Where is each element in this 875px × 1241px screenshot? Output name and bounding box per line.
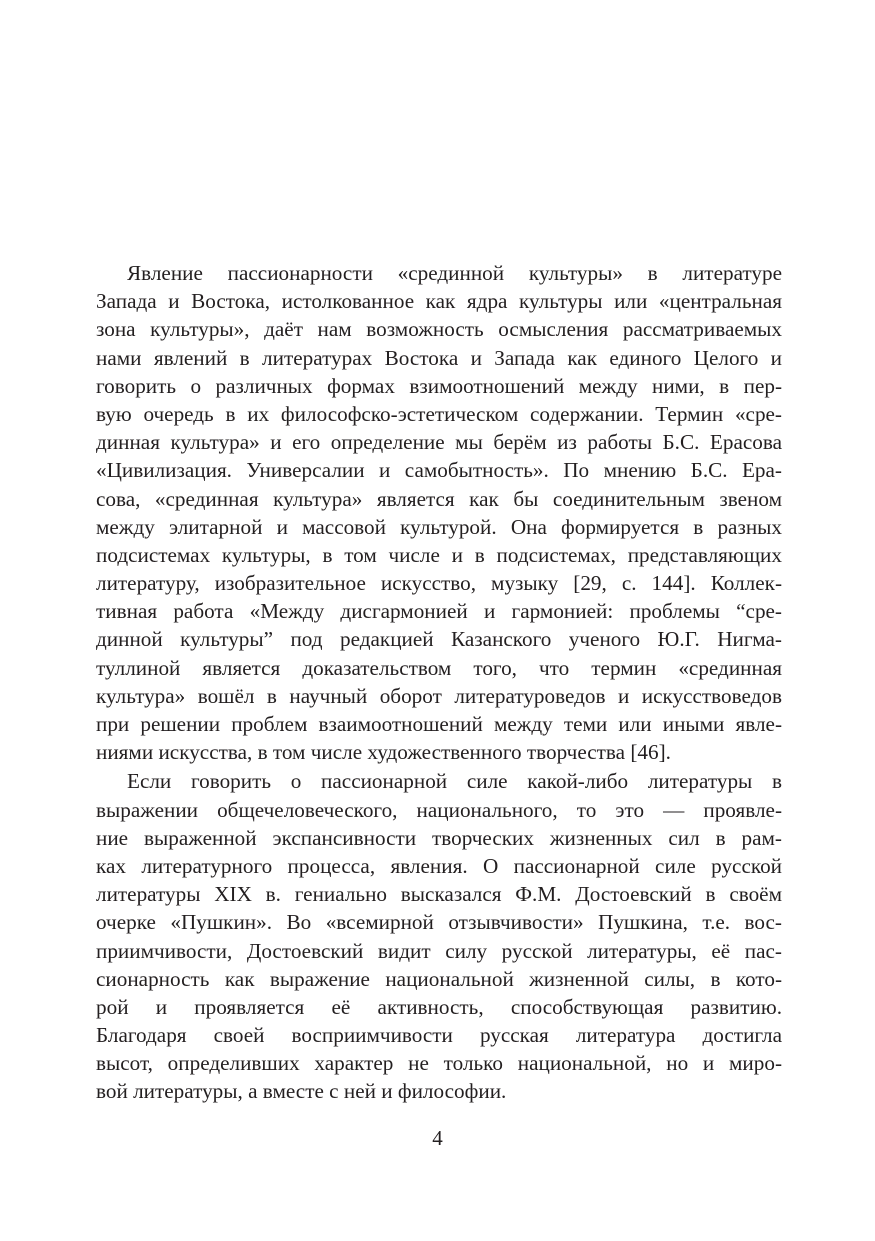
paragraph-line: динная культура» и его определение мы берём из работы Б.С. Ерасова bbox=[96, 430, 782, 455]
paragraph-line: ниями искусства, в том числе художественного творчества [46]. bbox=[96, 740, 671, 765]
paragraph-line: Благодаря своей восприимчивости русская литература достигла bbox=[96, 1023, 782, 1048]
paragraph-line: нами явлений в литературах Востока и Запада как единого Целого и bbox=[96, 345, 782, 370]
paragraph-line: Если говорить о пассионарной силе какой-либо литературы в bbox=[127, 769, 782, 794]
paragraph-2 bbox=[96, 767, 782, 1105]
paragraph-line: культура» вошёл в научный оборот литературоведов и искусствоведов bbox=[96, 683, 782, 708]
paragraph-line: сионарность как выражение национальной жизненной силы, в кото- bbox=[96, 966, 782, 991]
paragraph-line: при решении проблем взаимоотношений между теми или иными явле- bbox=[96, 712, 782, 736]
page-number: 4 bbox=[432, 1126, 443, 1150]
paragraph-line: Явление пассионарности «срединной культуры» в литературе bbox=[127, 261, 782, 285]
paragraph-line: между элитарной и массовой культурой. Она формируется в разных bbox=[96, 514, 782, 539]
paragraph-line: Запада и Востока, истолкованное как ядра культуры или «центральная bbox=[96, 289, 782, 314]
paragraph-line: говорить о различных формах взимоотношений между ними, в пер- bbox=[96, 373, 782, 398]
paragraph-line: подсистемах культуры, в том числе и в подсистемах, представляющих bbox=[96, 542, 782, 567]
paragraph-line: тивная работа «Между дисгармонией и гармонией: проблемы “сре- bbox=[96, 599, 782, 624]
paragraph-line: очерке «Пушкин». Во «всемирной отзывчивости» Пушкина, т.е. вос- bbox=[96, 910, 782, 935]
paragraph-1 bbox=[96, 259, 782, 766]
paragraph-line: динной культуры” под редакцией Казанского ученого Ю.Г. Нигма- bbox=[96, 627, 782, 652]
paragraph-line: рой и проявляется её активность, способствующая развитию. bbox=[96, 994, 782, 1019]
paragraph-line: «Цивилизация. Универсалии и самобытность». По мнению Б.С. Ера- bbox=[96, 458, 782, 483]
paragraph-line: вой литературы, а вместе с ней и философии. bbox=[96, 1079, 507, 1104]
paragraph-line: литературу, изобразительное искусство, музыку [29, с. 144]. Коллек- bbox=[96, 571, 782, 596]
paragraph-line: сова, «срединная культура» является как бы соединительным звеном bbox=[96, 486, 782, 511]
body-text bbox=[96, 259, 782, 1106]
paragraph-line: вую очередь в их философско-эстетическом содержании. Термин «сре- bbox=[96, 401, 782, 426]
paragraph-line: литературы XIX в. гениально высказался Ф.М. Достоевский в своём bbox=[96, 882, 782, 907]
paragraph-line: туллиной является доказательством того, что термин «срединная bbox=[96, 655, 782, 680]
paragraph-line: ках литературного процесса, явления. О пассионарной силе русской bbox=[96, 853, 782, 878]
paragraph-line: выражении общечеловеческого, национального, то это — проявле- bbox=[96, 797, 782, 822]
paragraph-line: приимчивости, Достоевский видит силу русской литературы, её пас- bbox=[96, 938, 782, 963]
paragraph-line: ние выраженной экспансивности творческих жизненных сил в рам- bbox=[96, 825, 782, 850]
paragraph-line: высот, определивших характер не только национальной, но и миро- bbox=[96, 1051, 782, 1076]
paragraph-line: зона культуры», даёт нам возможность осмысления рассматриваемых bbox=[96, 317, 782, 342]
